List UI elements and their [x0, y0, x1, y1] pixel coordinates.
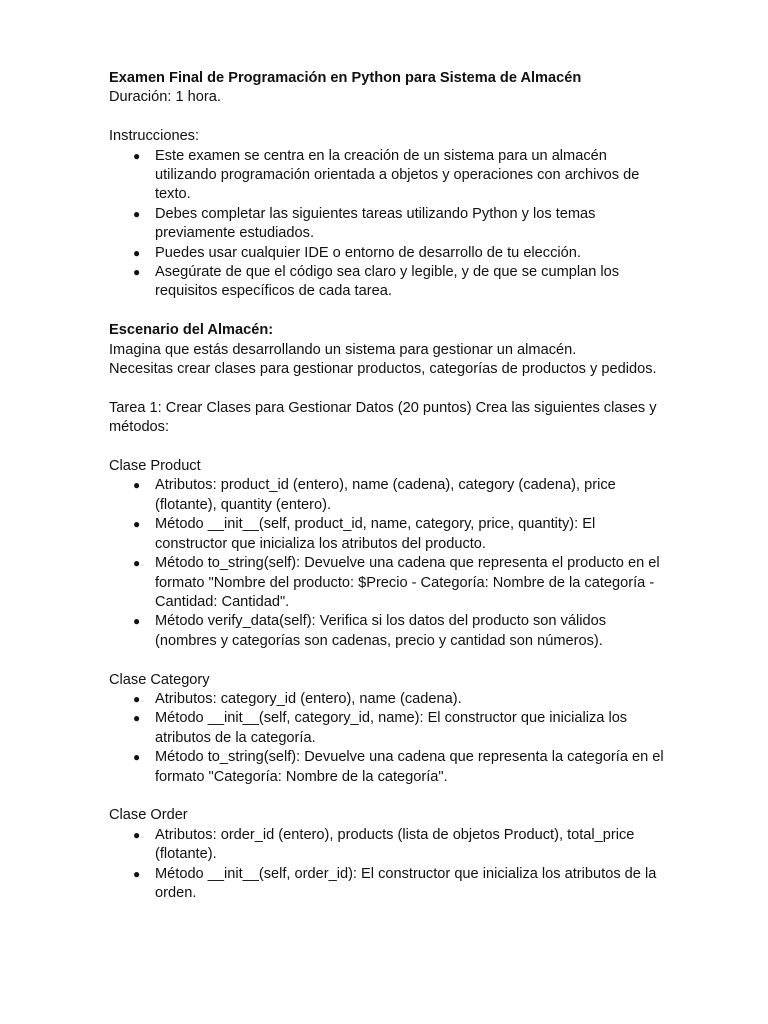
- list-item: ● Método __init__(self, product_id, name, category, price, quantity): El constructor que inicializa los atributos del producto.: [133, 516, 596, 552]
- list-item: ● Asegúrate de que el código sea claro y legible, y de que se cumplan los requisitos específicos de cada tarea.: [133, 264, 620, 300]
- bullet-icon: ●: [133, 556, 141, 571]
- list-item: ● Atributos: product_id (entero), name (cadena), category (cadena), price (flotante), quantity (entero).: [133, 477, 616, 513]
- list-item: ● Método to_string(self): Devuelve una cadena que representa la categoría en el formato "Categoría: Nombre de la categoría".: [133, 749, 664, 785]
- bullet-icon: ●: [133, 148, 141, 163]
- task1-text: Tarea 1: Crear Clases para Gestionar Datos (20 puntos) Crea las siguientes clases y métodos:: [109, 399, 657, 436]
- list-item: ● Método to_string(self): Devuelve una cadena que representa el producto en el formato "Nombre del producto: $Precio - Categoría: Nombre de la categoría - Cantidad: Cantidad".: [133, 555, 660, 610]
- list-item: ● Este examen se centra en la creación de un sistema para un almacén utilizando programación orientada a objetos y operaciones con archivos de texto.: [133, 147, 640, 203]
- bullet-icon: ●: [133, 866, 141, 881]
- bullet-icon: ●: [133, 517, 141, 532]
- class-product-list: [109, 476, 669, 651]
- spacer: [109, 438, 669, 457]
- list-item: ● Debes completar las siguientes tareas utilizando Python y los temas previamente estudiados.: [133, 205, 596, 242]
- spacer: [109, 787, 669, 806]
- list-item: ● Método verify_data(self): Verifica si los datos del producto son válidos (nombres y categorías son cadenas, precio y cantidad son números).: [133, 613, 607, 649]
- bullet-icon: ●: [133, 478, 141, 493]
- scenario-heading: Escenario del Almacén:: [109, 322, 274, 339]
- class-product-heading: Clase Product: [109, 458, 201, 475]
- document-page: [109, 69, 669, 903]
- list-item: ● Método __init__(self, order_id): El constructor que inicializa los atributos de la orden.: [133, 865, 657, 901]
- class-order-heading: Clase Order: [109, 807, 188, 824]
- bullet-icon: ●: [133, 711, 141, 726]
- bullet-icon: ●: [133, 245, 141, 260]
- spacer: [109, 379, 669, 398]
- list-item: ● Puedes usar cualquier IDE o entorno de desarrollo de tu elección.: [109, 244, 669, 263]
- spacer: [109, 108, 669, 127]
- class-category-heading: Clase Category: [109, 671, 210, 688]
- list-item: ● Atributos: order_id (entero), products (lista de objetos Product), total_price (flotante).: [133, 826, 635, 863]
- spacer: [109, 651, 669, 670]
- duration-text: Duración: 1 hora.: [109, 89, 221, 106]
- spacer: [109, 302, 669, 321]
- bullet-icon: ●: [133, 750, 141, 765]
- bullet-icon: ●: [133, 206, 141, 221]
- list-item: ● Atributos: category_id (entero), name (cadena).: [109, 690, 669, 709]
- bullet-icon: ●: [133, 691, 141, 706]
- list-item: ● Método __init__(self, category_id, name): El constructor que inicializa los atributos de la categoría.: [133, 710, 628, 746]
- instructions-heading: Instrucciones:: [109, 128, 200, 145]
- instructions-list: [109, 147, 669, 302]
- class-order-list: [109, 826, 669, 904]
- document-title: Examen Final de Programación en Python para Sistema de Almacén: [109, 70, 582, 86]
- bullet-icon: ●: [133, 265, 141, 280]
- scenario-text-2: Necesitas crear clases para gestionar productos, categorías de productos y pedidos.: [109, 361, 657, 378]
- bullet-icon: ●: [133, 614, 141, 629]
- class-category-list: [109, 690, 669, 787]
- bullet-icon: ●: [133, 827, 141, 842]
- scenario-text-1: Imagina que estás desarrollando un sistema para gestionar un almacén.: [109, 341, 577, 358]
